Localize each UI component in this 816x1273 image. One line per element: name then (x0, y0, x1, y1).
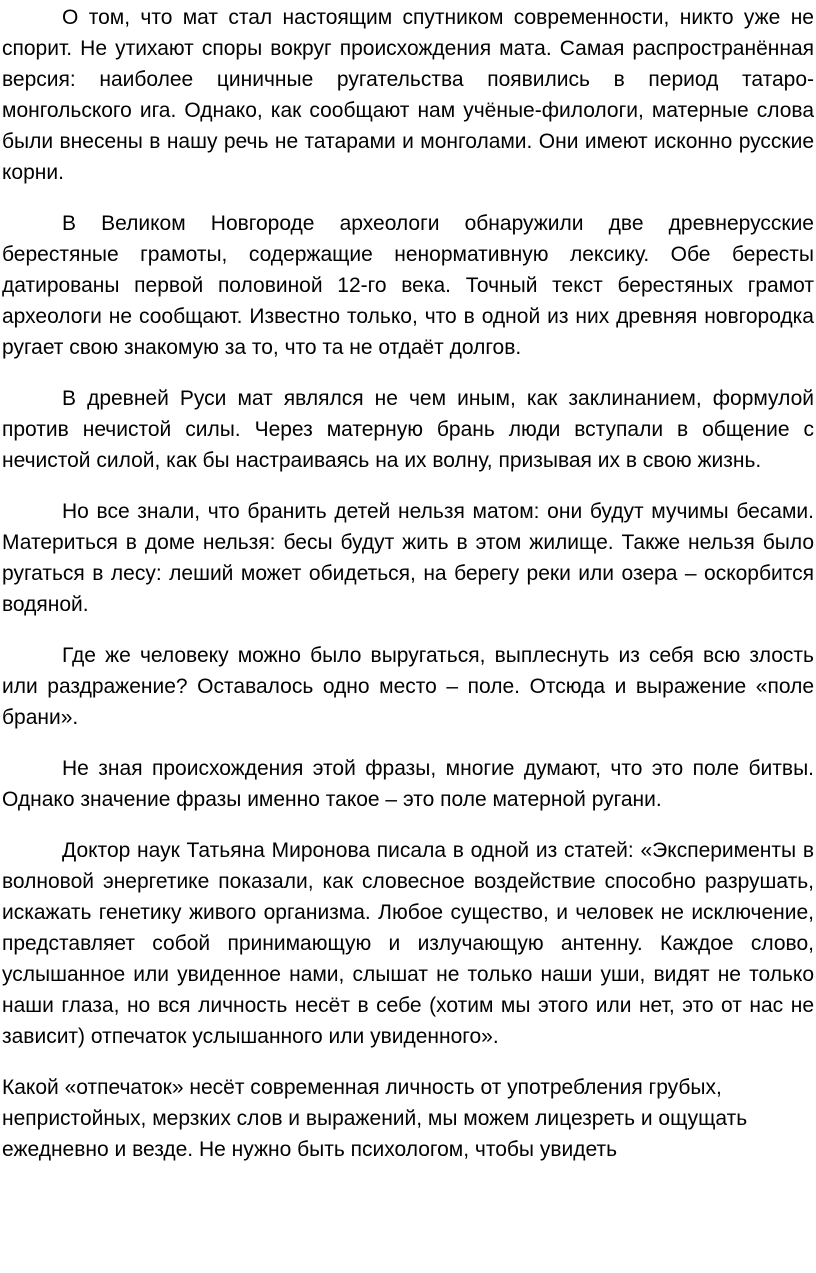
paragraph-origin-of-mat: О том, что мат стал настоящим спутником современности, никто уже не спорит. Не утихают споры вокруг происхождения мата. Самая распространённая версия: наиболее циничные ругательства появились в период татаро-монгольского ига. Однако, как сообщают нам учёные-филологи, матерные слова были внесены в нашу речь не татарами и монголами. Они имеют исконно русские корни. (2, 6, 814, 184)
paragraph-modern-imprint: Какой «отпечаток» несёт современная личность от употребления грубых, непристойных, мерзких слов и выражений, мы можем лицезреть и ощущать ежедневно и везде. Не нужно быть психологом, чтобы увидеть (2, 1076, 748, 1161)
paragraph-novgorod-birch-bark: В Великом Новгороде археологи обнаружили две древнерусские берестяные грамоты, содержащие ненормативную лексику. Обе бересты датированы первой половиной 12-го века. Точный текст берестяных грамот археологи не сообщают. Известно только, что в одной из них древняя новгородка ругает свою знакомую за то, что та не отдаёт долгов. (2, 212, 814, 359)
paragraph-mironova-quote: Доктор наук Татьяна Миронова писала в одной из статей: «Эксперименты в волновой энергетике показали, как словесное воздействие способно разрушать, искажать генетику живого организма. Любое существо, и человек не исключение, представляет собой принимающую и излучающую антенну. Каждое слово, услышанное или увиденное нами, слышат не только наши уши, видят не только наши глаза, но вся личность несёт в себе (хотим мы этого или нет, это от нас не зависит) отпечаток услышанного или увиденного». (2, 839, 814, 1048)
paragraph-phrase-meaning: Не зная происхождения этой фразы, многие думают, что это поле битвы. Однако значение фразы именно такое – это поле матерной ругани. (2, 757, 814, 811)
paragraph-prohibitions: Но все знали, что бранить детей нельзя матом: они будут мучимы бесами. Материться в доме нельзя: бесы будут жить в этом жилище. Также нельзя было ругаться в лесу: леший может обидеться, на берегу реки или озера – оскорбится водяной. (2, 500, 814, 616)
paragraph-field-of-abuse: Где же человеку можно было выругаться, выплеснуть из себя всю злость или раздражение? Оставалось одно место – поле. Отсюда и выражение «поле брани». (2, 644, 814, 729)
paragraph-ancient-rus-spell: В древней Руси мат являлся не чем иным, как заклинанием, формулой против нечистой силы. Через матерную брань люди вступали в общение с нечистой силой, как бы настраиваясь на их волну, призывая их в свою жизнь. (2, 387, 814, 472)
